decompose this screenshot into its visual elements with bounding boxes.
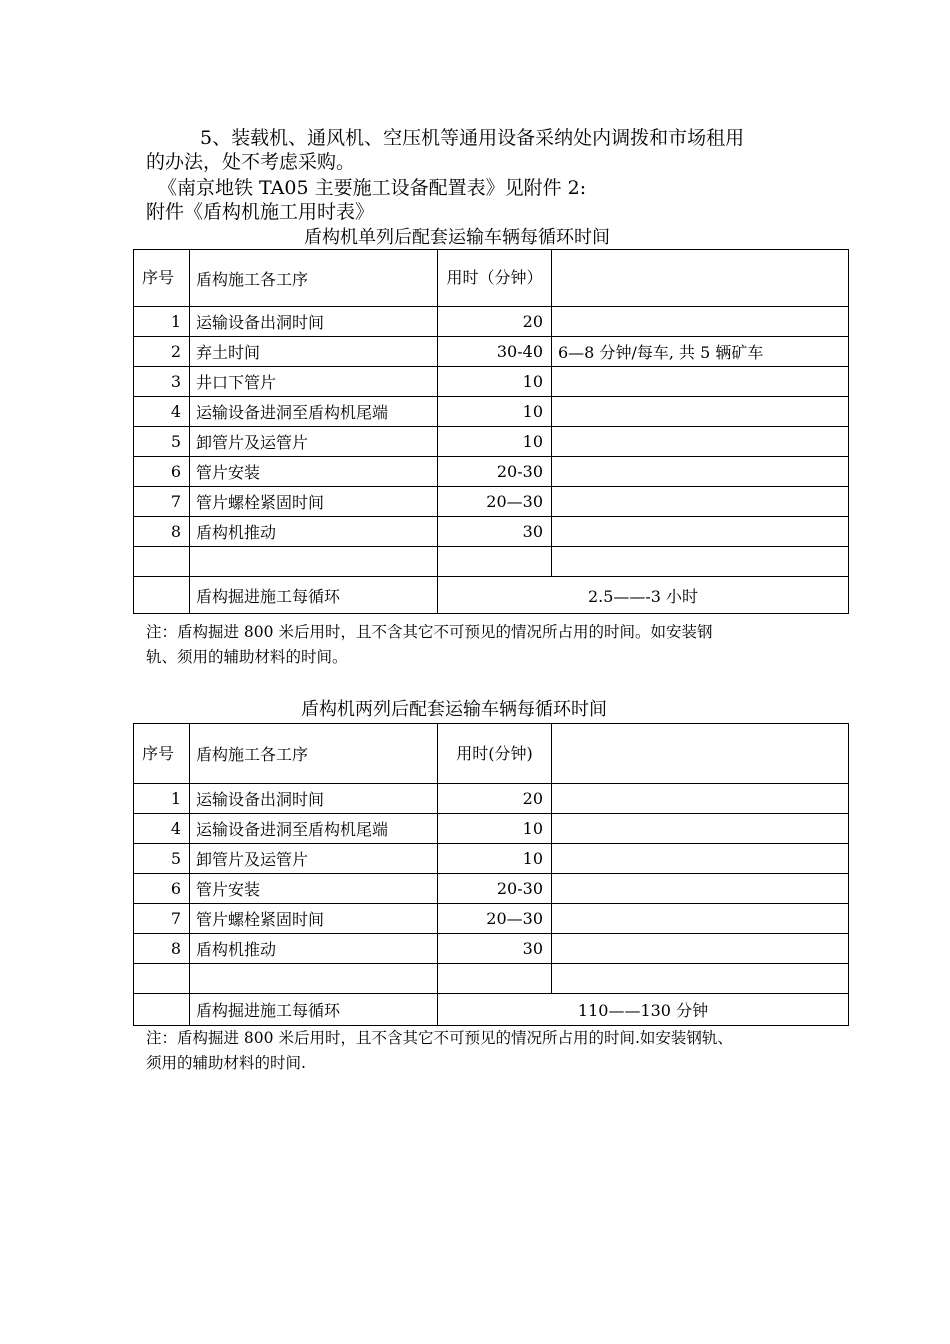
table1-header-remark [552,250,849,307]
row-remark [552,934,849,964]
row-process: 管片安装 [190,457,438,487]
row-seq: 7 [134,904,190,934]
table2-header-row [134,724,849,784]
row-remark [552,487,849,517]
table-row [134,367,849,397]
row-time [438,547,552,577]
table1-header-seq: 序号 [134,250,190,307]
row-remark [552,457,849,487]
table-row [134,964,849,994]
row-time: 20—30 [438,904,552,934]
row-process: 运输设备进洞至盾构机尾端 [190,397,438,427]
table1 [133,249,849,614]
row-time [438,964,552,994]
intro-line-1: 5、装载机、通风机、空压机等通用设备采纳处内调拨和市场租用 [200,127,745,149]
row-time: 10 [438,367,552,397]
intro-line-3: 《南京地铁 TA05 主要施工设备配置表》见附件 2: [158,177,587,199]
row-remark: 6—8 分钟/每车, 共 5 辆矿车 [552,337,849,367]
row-remark [552,517,849,547]
table1-summary-row [134,577,849,614]
row-process: 管片螺栓紧固时间 [190,904,438,934]
row-time: 10 [438,814,552,844]
row-seq: 4 [134,814,190,844]
table-row [134,844,849,874]
row-process: 运输设备出洞时间 [190,784,438,814]
row-remark [552,904,849,934]
row-seq: 7 [134,487,190,517]
row-time: 30 [438,934,552,964]
table2-header-seq: 序号 [134,724,190,784]
row-remark [552,397,849,427]
table2-summary-row [134,994,849,1026]
row-process: 运输设备出洞时间 [190,307,438,337]
row-process: 井口下管片 [190,367,438,397]
table1-title: 盾构机单列后配套运输车辆每循环时间 [304,227,610,248]
row-seq: 5 [134,844,190,874]
table2-summary-value: 110——130 分钟 [438,994,849,1026]
row-time: 10 [438,844,552,874]
row-remark [552,307,849,337]
table2-header-remark [552,724,849,784]
row-seq: 8 [134,517,190,547]
table-row [134,934,849,964]
row-process: 运输设备进洞至盾构机尾端 [190,814,438,844]
row-remark [552,547,849,577]
table-row [134,904,849,934]
row-process [190,964,438,994]
row-seq: 3 [134,367,190,397]
table-row [134,307,849,337]
row-process: 弃土时间 [190,337,438,367]
row-time: 30 [438,517,552,547]
row-process: 盾构机推动 [190,517,438,547]
table2-title: 盾构机两列后配套运输车辆每循环时间 [301,699,607,720]
table2-summary-label: 盾构掘进施工每循环 [190,994,438,1026]
table1-header-time: 用时（分钟） [438,250,552,307]
row-seq: 4 [134,397,190,427]
table1-header-row [134,250,849,307]
row-process: 盾构机推动 [190,934,438,964]
row-seq: 6 [134,457,190,487]
table1-summary-label: 盾构掘进施工每循环 [190,577,438,614]
row-time: 20-30 [438,874,552,904]
row-seq: 2 [134,337,190,367]
row-process [190,547,438,577]
table-row [134,337,849,367]
row-time: 20 [438,784,552,814]
table-row [134,814,849,844]
row-remark [552,814,849,844]
row-process: 管片安装 [190,874,438,904]
table1-header-process: 盾构施工各工序 [190,250,438,307]
table1-summary-value: 2.5——-3 小时 [438,577,849,614]
row-seq: 1 [134,784,190,814]
row-time: 20-30 [438,457,552,487]
row-remark [552,844,849,874]
row-remark [552,427,849,457]
table-row [134,397,849,427]
table2-note-line-2: 须用的辅助材料的时间. [146,1054,306,1072]
row-seq [134,964,190,994]
table2 [133,723,849,1026]
table2-note-line-1: 注：盾构掘进 800 米后用时，且不含其它不可预见的情况所占用的时间.如安装钢轨、 [146,1029,733,1047]
row-process: 管片螺栓紧固时间 [190,487,438,517]
row-time: 30-40 [438,337,552,367]
table-row [134,874,849,904]
row-time: 10 [438,397,552,427]
row-remark [552,784,849,814]
intro-line-4: 附件《盾构机施工用时表》 [146,201,375,223]
table2-summary-blank [134,994,190,1026]
table2-header-time: 用时(分钟) [438,724,552,784]
table1-note-line-1: 注：盾构掘进 800 米后用时，且不含其它不可预见的情况所占用的时间。如安装钢 [146,623,713,641]
row-process: 卸管片及运管片 [190,427,438,457]
row-seq: 1 [134,307,190,337]
table-row [134,784,849,814]
row-remark [552,367,849,397]
table-row [134,457,849,487]
table-row [134,427,849,457]
row-seq: 5 [134,427,190,457]
table-row [134,517,849,547]
table-row [134,547,849,577]
row-time: 20—30 [438,487,552,517]
row-seq: 8 [134,934,190,964]
table-row [134,487,849,517]
intro-line-2: 的办法，处不考虑采购。 [146,151,356,173]
table1-summary-blank [134,577,190,614]
row-time: 10 [438,427,552,457]
table1-note-line-2: 轨、须用的辅助材料的时间。 [146,648,348,666]
row-process: 卸管片及运管片 [190,844,438,874]
row-time: 20 [438,307,552,337]
row-seq: 6 [134,874,190,904]
table2-header-process: 盾构施工各工序 [190,724,438,784]
row-remark [552,964,849,994]
row-remark [552,874,849,904]
row-seq [134,547,190,577]
